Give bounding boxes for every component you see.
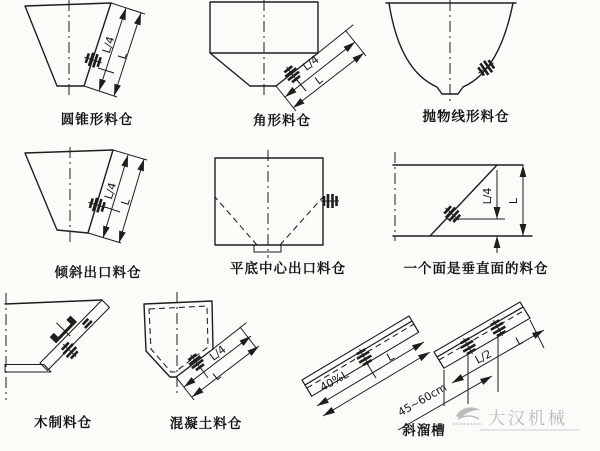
diagram-concrete-hopper [144, 292, 259, 431]
diagram-flat-bottom-center-outlet-hopper [215, 150, 346, 276]
watermark-text: 大汉机械 [488, 409, 568, 428]
dimension-label: 40%L [317, 367, 351, 395]
dimension-label: 45~60cm [395, 380, 449, 420]
vibrator-icon [58, 339, 81, 362]
vibrator-icon [321, 194, 339, 208]
vibrator-icon [475, 57, 498, 79]
diagram-caption: 斜溜槽 [402, 423, 446, 438]
vibrator-icon [281, 63, 303, 86]
diagram-angular-hopper [210, 0, 366, 128]
diagram-caption: 一个面是垂直面的料仓 [403, 261, 549, 276]
diagram-caption: 混凝土料仓 [169, 416, 243, 431]
diagram-caption: 角形料仓 [253, 113, 311, 128]
diagram-caption: 抛物线形料仓 [422, 109, 510, 124]
diagram-parabolic-hopper [386, 0, 516, 124]
diagram-caption: 倾斜出口料仓 [54, 265, 142, 280]
dimension-label: L [115, 50, 130, 61]
dimension-label: L [513, 333, 526, 349]
dimension-label: L [507, 197, 520, 205]
diagram-caption: 木制料仓 [34, 415, 92, 430]
diagram-caption: 圆锥形料仓 [60, 112, 134, 127]
vibrator-icon [487, 317, 508, 340]
diagram-inclined-outlet-hopper [25, 147, 147, 280]
diagram-wooden-hopper [5, 293, 110, 430]
dimension-label: L/2 [472, 347, 494, 367]
watermark [453, 407, 580, 430]
dimension-label: L [210, 369, 224, 384]
dimension-label: L [384, 349, 397, 365]
dimension-label: L/4 [101, 181, 120, 201]
dimension-label: L [312, 73, 326, 88]
dimension-label: L/4 [481, 187, 494, 205]
vibrator-icon [82, 51, 103, 70]
dimension-label: L [118, 197, 133, 207]
dimension-label: L/4 [99, 34, 118, 55]
diagram-conical-hopper [25, 0, 145, 127]
dimension-label: L/4 [300, 52, 322, 74]
diagram-one-vertical-face-hopper [393, 152, 549, 276]
diagram-caption: 平底中心出口料仓 [230, 261, 346, 276]
dimension-label: L/4 [207, 342, 229, 364]
